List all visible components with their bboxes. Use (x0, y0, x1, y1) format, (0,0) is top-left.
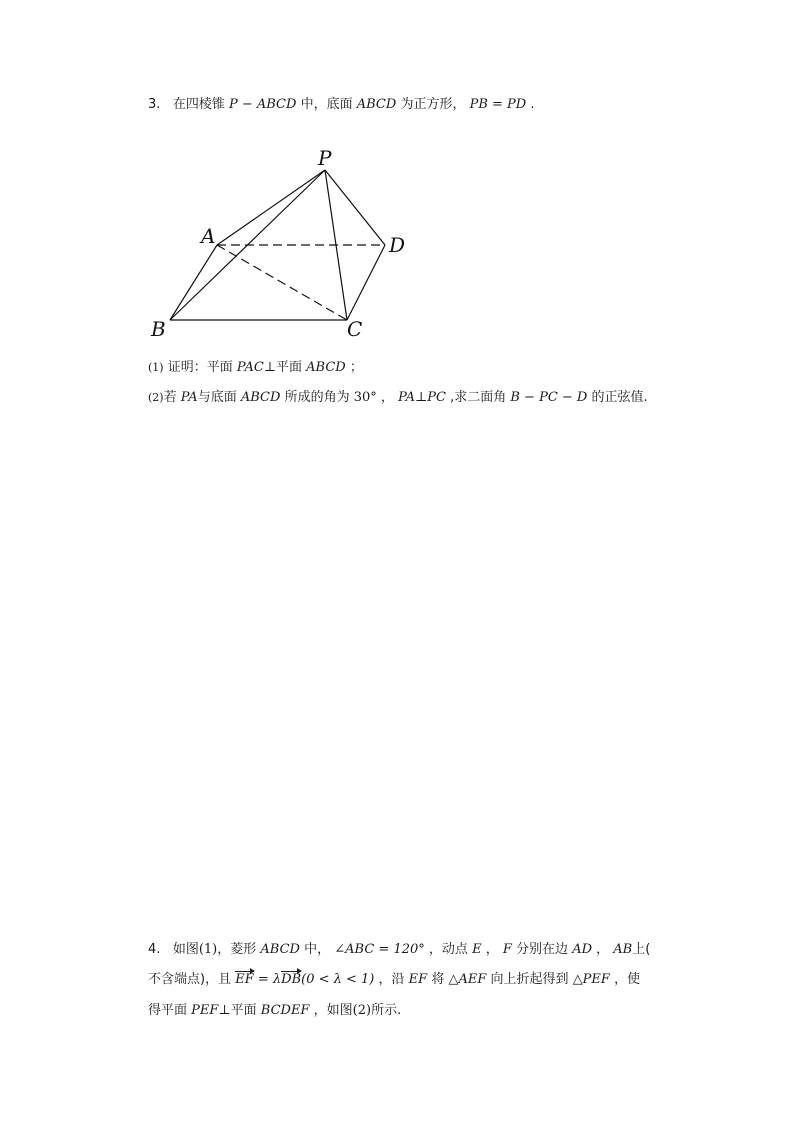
text: 所成的角为 (284, 390, 350, 405)
math-expr: F (502, 942, 512, 957)
problem-4-line-1 (148, 940, 650, 960)
text: ，动点 (428, 942, 468, 957)
label-C: C (347, 317, 363, 341)
math-expr: ∠ABC = 120° (334, 942, 425, 957)
text: ； (349, 360, 363, 375)
math-expr: BCDEF (260, 1003, 310, 1018)
text: ， (596, 942, 610, 957)
math-expr: ABCD (306, 360, 346, 375)
text: 为正方形， (400, 97, 466, 112)
text: ，菱形 (217, 942, 257, 957)
math-expr: PA (180, 390, 198, 405)
edge-AB (170, 245, 217, 320)
label-P: P (318, 146, 332, 170)
math-expr: △PEF (572, 972, 610, 987)
math-expr: 30° (353, 390, 377, 405)
math-expr: EF (408, 972, 428, 987)
math-expr: PAC⊥ (236, 360, 277, 375)
problem-3-statement (148, 95, 535, 115)
math-expr: B − PC − D (510, 390, 588, 405)
text: ,求二面角 (450, 390, 507, 405)
math-expr: = λ (253, 972, 282, 987)
problem-4-line-3 (148, 1001, 401, 1021)
text: 的正弦值. (591, 390, 648, 405)
sub-question-1 (148, 358, 363, 378)
math-expr: AD (572, 942, 592, 957)
text: 若 (163, 390, 177, 405)
text: 如图 (172, 942, 199, 957)
text: 中，底面 (300, 97, 353, 112)
text: ，使 (614, 972, 641, 987)
text: 将 (431, 972, 445, 987)
math-expr: ABCD (260, 942, 300, 957)
math-expr: PB = PD (469, 97, 527, 112)
math-expr: P − ABCD (228, 97, 297, 112)
vector-DB: DB (281, 970, 301, 990)
problem-number: 4. (148, 942, 161, 957)
question-number: (1) (148, 361, 164, 374)
math-expr: PEF⊥ (191, 1003, 231, 1018)
edge-CD (347, 245, 385, 320)
text: 分别在边 (516, 942, 569, 957)
math-expr: E (472, 942, 482, 957)
text: 上( (632, 942, 651, 957)
text: 向上折起得到 (490, 972, 569, 987)
label-D: D (389, 233, 406, 257)
text: ，如图 (313, 1003, 353, 1018)
text: 所示. (371, 1003, 402, 1018)
text: 在四棱锥 (172, 97, 225, 112)
math-expr: △AEF (448, 972, 487, 987)
text: 平面 (276, 360, 303, 375)
math-expr: ABCD (240, 390, 281, 405)
math-expr: (0 < λ < 1) (301, 972, 375, 987)
question-number: (2) (148, 391, 164, 404)
math-expr: (2) (352, 1003, 372, 1018)
vector-EF: EF (235, 970, 254, 990)
text: 平面 (230, 1003, 257, 1018)
text: 中， (304, 942, 331, 957)
label-B: B (151, 317, 166, 341)
text: 证明：平面 (167, 360, 233, 375)
pyramid-figure (140, 140, 430, 345)
problem-4-line-2 (148, 970, 640, 990)
edge-AC-hidden (217, 245, 347, 320)
sub-question-2 (148, 388, 648, 408)
text: . (530, 97, 535, 112)
text: ，沿 (378, 972, 405, 987)
edge-PA (217, 170, 325, 245)
text: ， (485, 942, 499, 957)
math-expr: (1) (198, 942, 218, 957)
label-A: A (201, 224, 216, 248)
text: 不含端点)，且 (148, 972, 232, 987)
math-expr: AB (613, 942, 633, 957)
text: 与底面 (197, 390, 237, 405)
math-expr: PA⊥PC (398, 390, 446, 405)
problem-number: 3. (148, 97, 161, 112)
text: ， (380, 390, 394, 405)
math-expr: ABCD (356, 97, 397, 112)
text: 得平面 (148, 1003, 188, 1018)
